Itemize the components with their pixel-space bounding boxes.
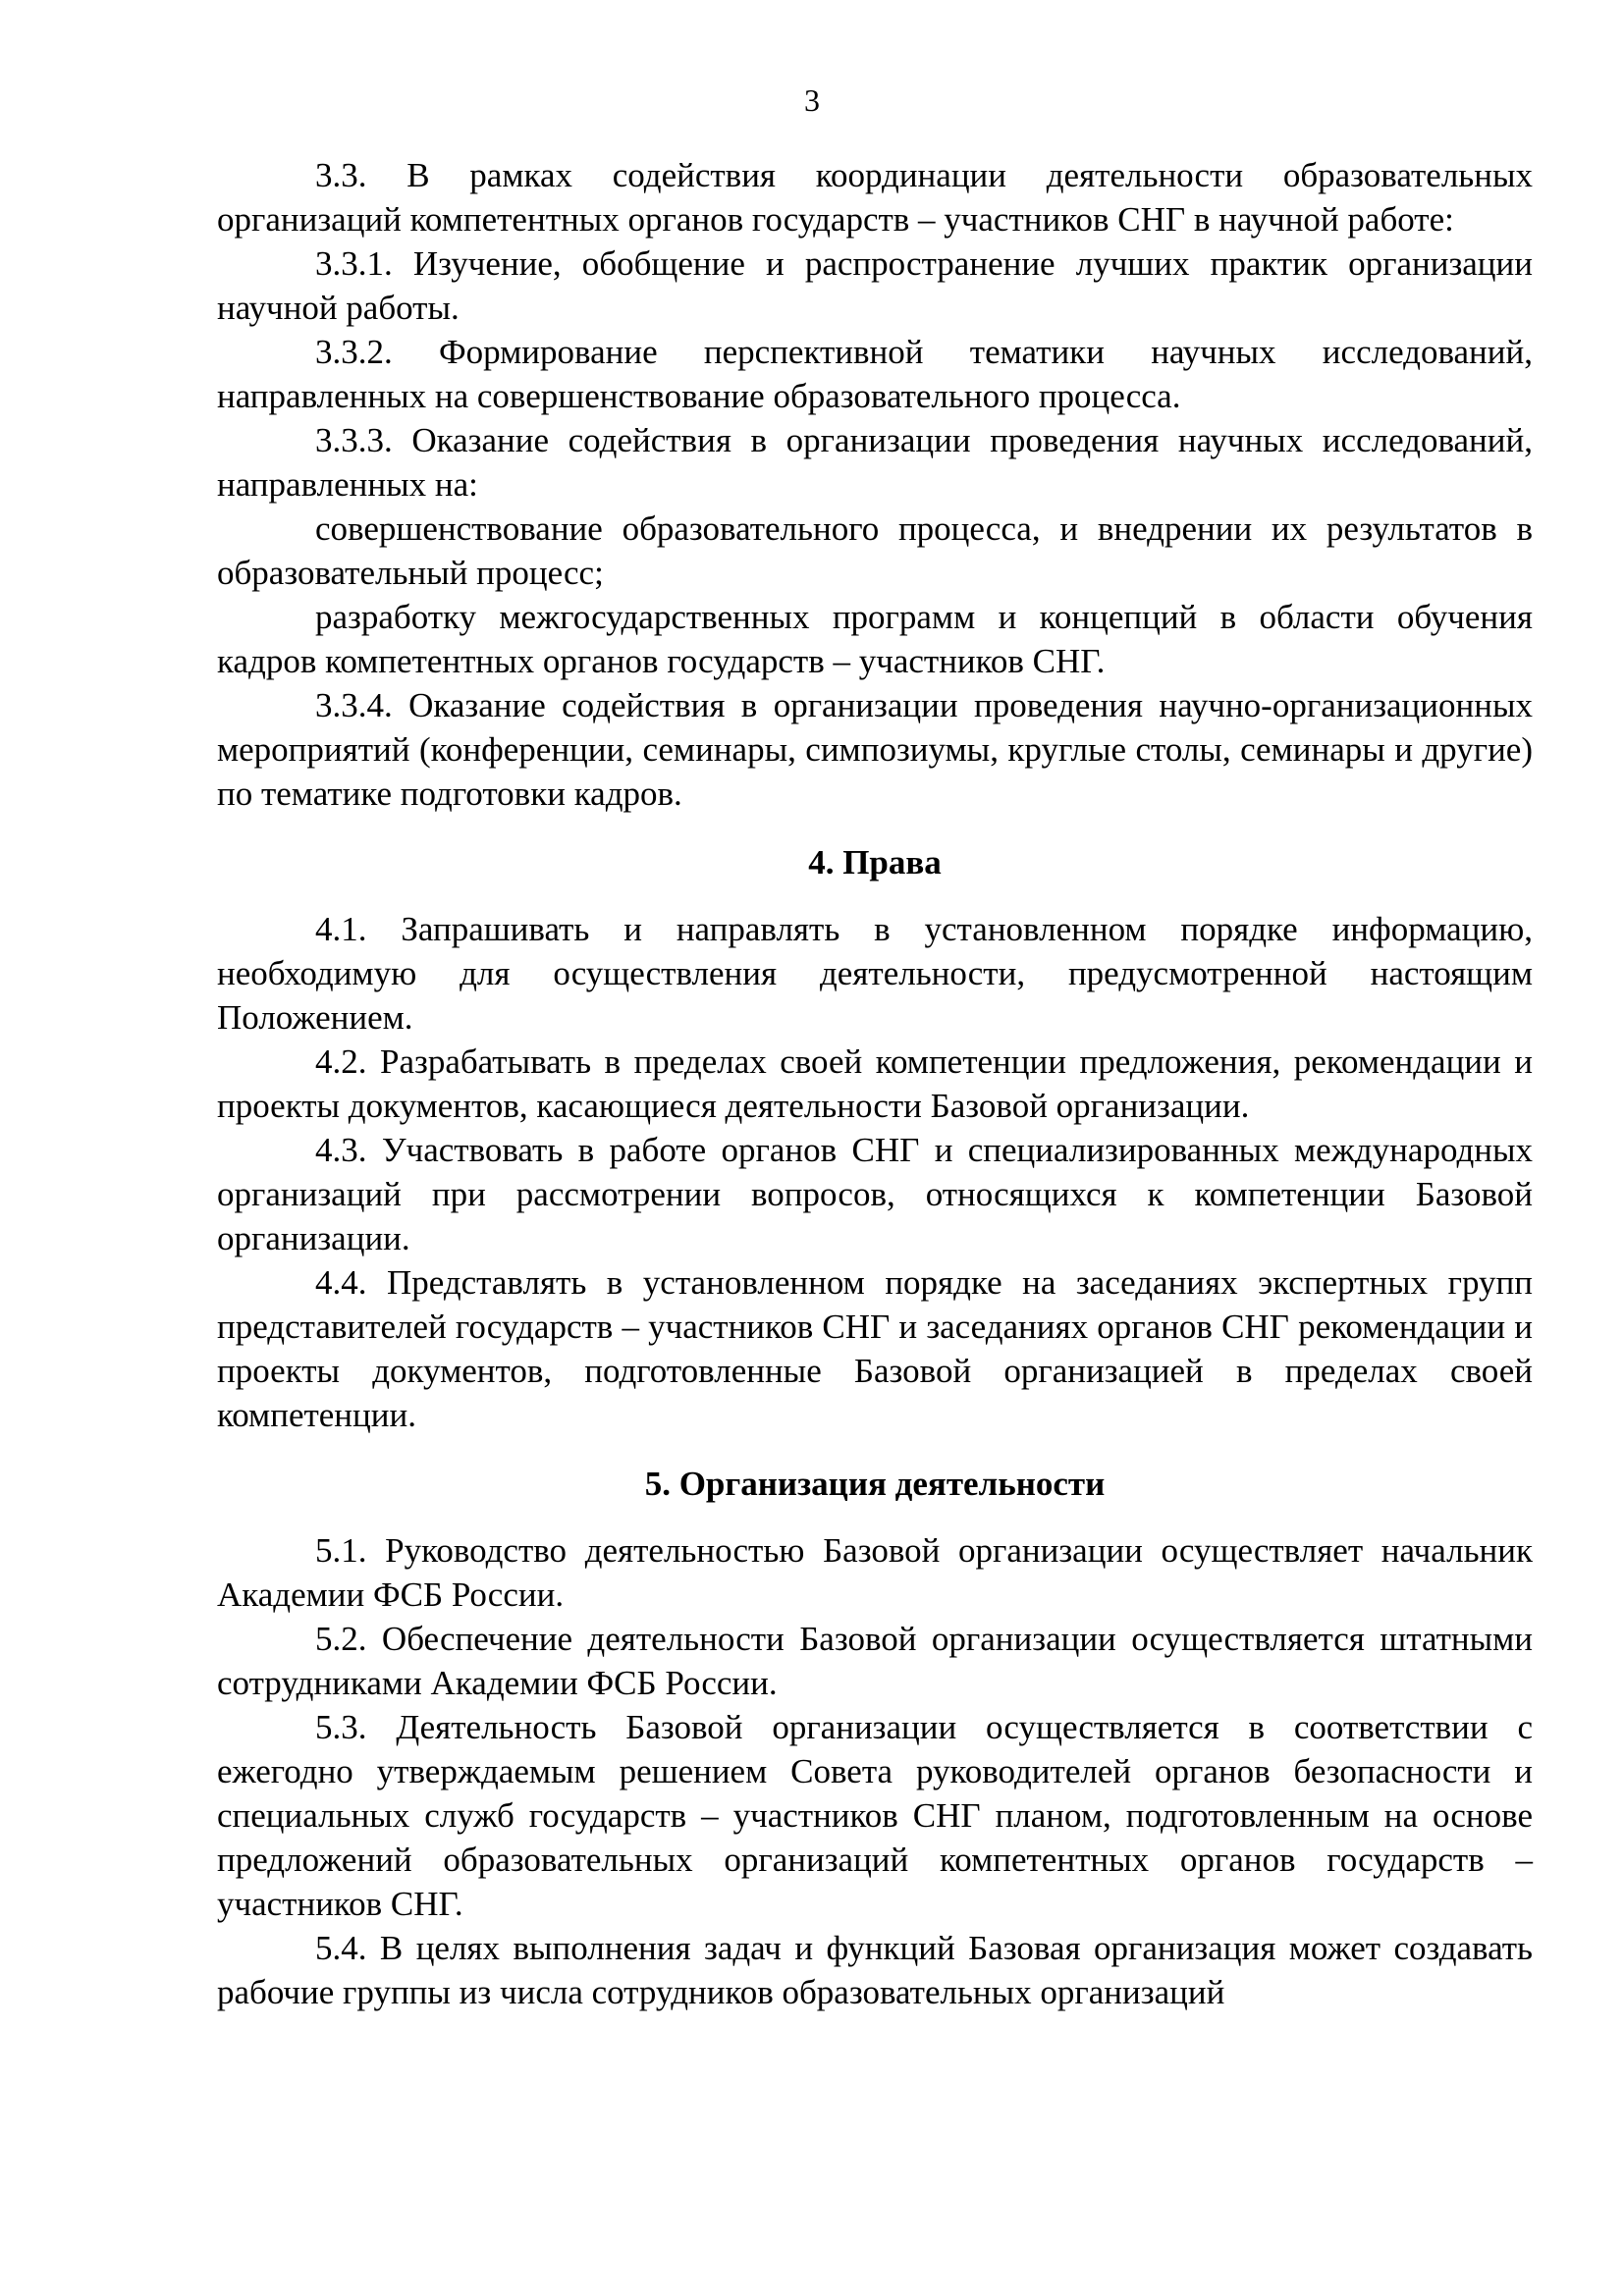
- paragraph-3-3: 3.3. В рамках содействия координации деятельности образовательных организаций компетентных органов государств – участников СНГ в научной работе:: [217, 156, 1533, 239]
- paragraph-4-1: 4.1. Запрашивать и направлять в установленном порядке информацию, необходимую для осуществления деятельности, предусмотренной настоящим Положением.: [217, 910, 1533, 1037]
- paragraph-3-3-3-item-1: совершенствование образовательного процесса, и внедрении их результатов в образовательный процесс;: [217, 509, 1533, 592]
- paragraph-4-4: 4.4. Представлять в установленном порядке на заседаниях экспертных групп представителей государств – участников СНГ и заседаниях органов СНГ рекомендации и проекты документов, подготовленные Базовой организацией в пределах своей компетенции.: [217, 1263, 1533, 1434]
- page-number: 3: [804, 82, 820, 118]
- section-5-heading: 5. Организация деятельности: [644, 1465, 1106, 1503]
- paragraph-5-1: 5.1. Руководство деятельностью Базовой организации осуществляет начальник Академии ФСБ России.: [217, 1531, 1533, 1614]
- paragraph-3-3-2: 3.3.2. Формирование перспективной тематики научных исследований, направленных на совершенствование образовательного процесса.: [217, 333, 1533, 415]
- section-4-heading: 4. Права: [808, 843, 942, 881]
- paragraph-4-3: 4.3. Участвовать в работе органов СНГ и специализированных международных организаций при рассмотрении вопросов, относящихся к компетенции Базовой организации.: [217, 1131, 1533, 1257]
- paragraph-5-2: 5.2. Обеспечение деятельности Базовой организации осуществляется штатными сотрудниками Академии ФСБ России.: [217, 1620, 1533, 1702]
- paragraph-5-3: 5.3. Деятельность Базовой организации осуществляется в соответствии с ежегодно утверждаемым решением Совета руководителей органов безопасности и специальных служб государств – участников СНГ планом, подготовленным на основе предложений образовательных организаций компетентных органов государств – участников СНГ.: [217, 1708, 1533, 1923]
- paragraph-5-4: 5.4. В целях выполнения задач и функций Базовая организация может создавать рабочие группы из числа сотрудников образовательных организаций: [217, 1929, 1533, 2011]
- paragraph-3-3-3-item-2: разработку межгосударственных программ и концепций в области обучения кадров компетентных органов государств – участников СНГ.: [217, 598, 1533, 680]
- paragraph-4-2: 4.2. Разрабатывать в пределах своей компетенции предложения, рекомендации и проекты документов, касающиеся деятельности Базовой организации.: [217, 1042, 1533, 1125]
- paragraph-3-3-3: 3.3.3. Оказание содействия в организации проведения научных исследований, направленных на:: [217, 421, 1533, 504]
- paragraph-3-3-1: 3.3.1. Изучение, обобщение и распространение лучших практик организации научной работы.: [217, 244, 1533, 327]
- document-body: [217, 153, 1533, 2014]
- paragraph-3-3-4: 3.3.4. Оказание содействия в организации проведения научно-организационных мероприятий (конференции, семинары, симпозиумы, круглые столы, семинары и другие) по тематике подготовки кадров.: [217, 686, 1533, 813]
